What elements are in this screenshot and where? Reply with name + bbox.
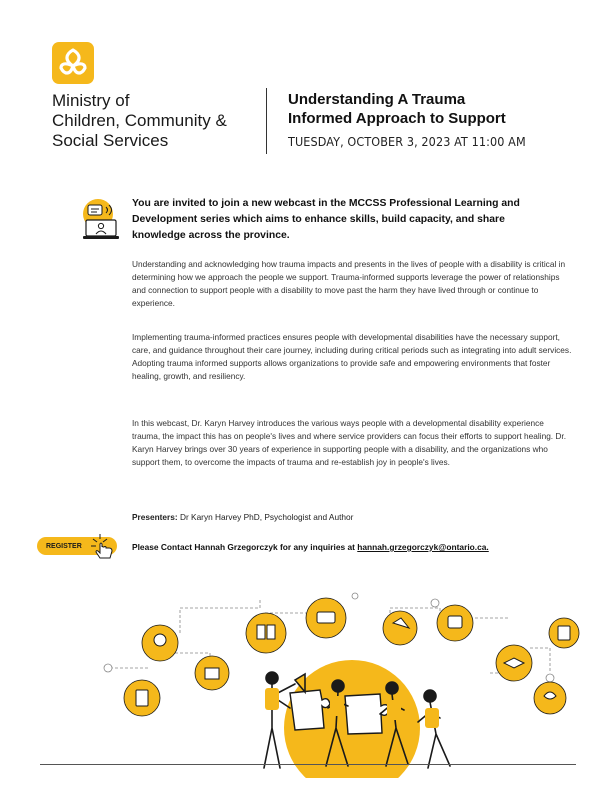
event-title-line-2: Informed Approach to Support [288,110,506,127]
presenters-value: Dr Karyn Harvey PhD, Psychologist and Author [177,512,354,522]
ministry-line-1: Ministry of [52,91,130,110]
ministry-line-2: Children, Community & [52,111,227,130]
presenters-line [132,512,572,522]
puzzle-team-illustration [90,578,590,778]
event-title-line-1: Understanding A Trauma [288,91,466,108]
event-title [288,90,588,128]
presenters-label: Presenters: [132,512,178,522]
pointing-hand-icon [88,531,118,561]
webinar-laptop-icon [80,196,124,242]
contact-line [132,542,572,552]
contact-text: Please Contact Hannah Grzegorczyk for any inquiries at [132,542,358,552]
ministry-name [52,91,252,151]
register-button[interactable]: REGISTER [37,537,117,555]
ministry-line-3: Social Services [52,131,169,150]
ontario-trillium-logo-icon [52,42,94,84]
body-paragraph-3: In this webcast, Dr. Karyn Harvey introduces the various ways people with a developmental disability experience trauma, the impact this has on people's lives and where service providers can focus their efforts to support healing. Dr. Karyn Harvey brings over 30 years of experience in supporting people with a disability, and the organizations who support them, to overcome the impacts of trauma and re-establish joy in people's lives. [132,418,567,467]
page-baseline [40,764,576,765]
body-paragraph-1: Understanding and acknowledging how trauma impacts and presents in the lives of people with a disability is critical in determining how we approach the people we support. Trauma-informed supports leverage the power of relationships and connection to support people with a disability to move past the harm they have lived through or continue to experience. [132,259,566,308]
header-divider [266,88,267,154]
contact-email-link[interactable]: hannah.grzegorczyk@ontario.ca. [357,542,489,552]
intro-text: You are invited to join a new webcast in the MCCSS Professional Learning and Development series which aims to enhance skills, build capacity, and share knowledge across the province. [132,198,520,241]
event-date: TUESDAY, OCTOBER 3, 2023 AT 11:00 AM [288,134,526,149]
body-paragraph-2: Implementing trauma-informed practices ensures people with developmental disabilities have the necessary support, care, and guidance throughout their care journey, including during critical periods such as integrating into adult services. Adopting trauma informed supports allows organizations to provide safe and empowering environments that foster healing, growth, and resiliency. [132,332,572,381]
